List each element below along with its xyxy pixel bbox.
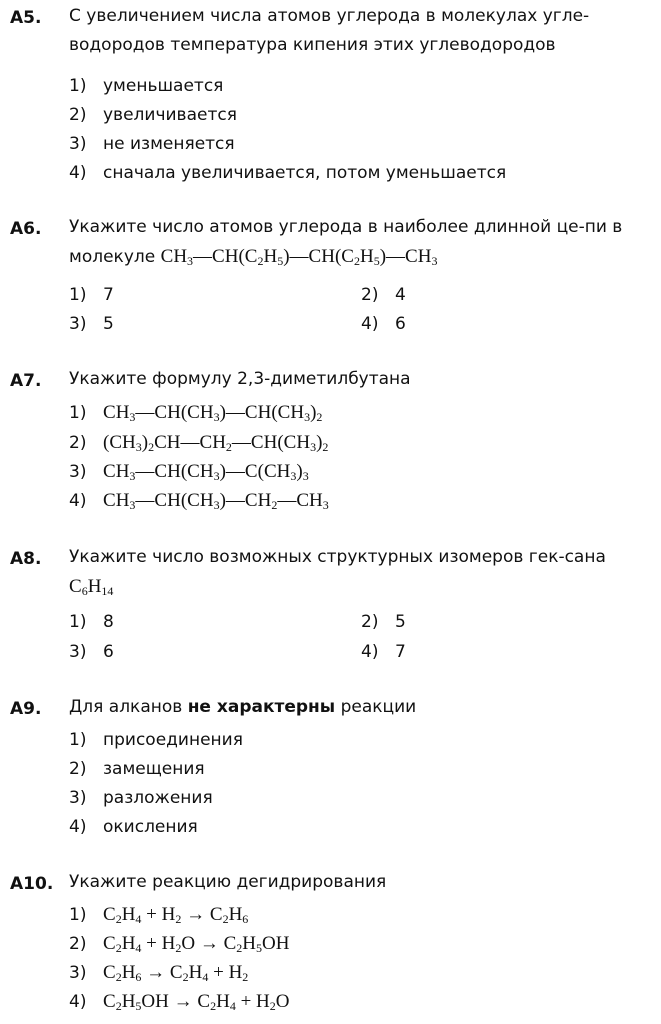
option-formula: $CH_3—CH(CH_3)—CH_2—CH_3$ <box>103 490 329 512</box>
question-stem-text: реакции <box>340 697 417 717</box>
option-number: 1) <box>69 76 87 96</box>
question-number: A8. <box>10 549 42 569</box>
option-formula: $CH_3—CH(CH_3)—C(CH_3)_3$ <box>103 461 309 483</box>
option[interactable] <box>69 72 223 101</box>
option[interactable] <box>69 726 243 755</box>
question-number: A9. <box>10 699 42 719</box>
option[interactable] <box>69 428 328 458</box>
formula: $CH_3—CH(C_2H_5)—CH(C_2H_5)—CH_3$ <box>160 246 438 268</box>
option-formula: $C_2H_5OH \to C_2H_4 + H_2O$ <box>103 991 290 1013</box>
question-stem-text: Укажите реакцию дегидрирования <box>69 872 387 892</box>
option-text: 5 <box>103 314 114 334</box>
option[interactable] <box>69 101 237 130</box>
option-number: 2) <box>69 934 87 954</box>
option-formula: $C_2H_6 \to C_2H_4 + H_2$ <box>103 962 249 984</box>
option-number: 4) <box>69 491 87 511</box>
option-number: 3) <box>69 963 87 983</box>
option-text: замещения <box>103 759 205 779</box>
question-number: A6. <box>10 219 42 239</box>
question-stem-text: Для алканов <box>69 697 183 717</box>
question-stem-text: Укажите число возможных структурных изомеров гек-сана <box>69 547 606 567</box>
option-text: не изменяется <box>103 134 235 154</box>
option-text: окисления <box>103 817 198 837</box>
option-number: 4) <box>361 642 379 662</box>
option-number: 1) <box>69 403 87 423</box>
option-text: уменьшается <box>103 76 224 96</box>
option-number: 2) <box>69 759 87 779</box>
option-number: 1) <box>69 612 87 632</box>
option[interactable] <box>69 486 329 516</box>
question-stem <box>69 543 654 602</box>
option[interactable] <box>69 398 322 428</box>
option[interactable] <box>69 638 114 667</box>
option-number: 2) <box>361 285 379 305</box>
option-text: 4 <box>395 285 406 305</box>
option-number: 3) <box>69 642 87 662</box>
option-text: 5 <box>395 612 406 632</box>
option-text: сначала увеличивается, потом уменьшается <box>103 163 507 183</box>
option-number: 3) <box>69 788 87 808</box>
option-number: 2) <box>69 433 87 453</box>
option-number: 3) <box>69 134 87 154</box>
option-number: 2) <box>69 105 87 125</box>
question-stem <box>69 693 654 722</box>
option[interactable] <box>361 310 406 339</box>
option-number: 4) <box>69 817 87 837</box>
option-number: 1) <box>69 905 87 925</box>
option[interactable] <box>69 281 114 310</box>
option-formula: $C_2H_4 + H_2 \to C_2H_6$ <box>103 904 249 926</box>
option[interactable] <box>69 457 309 487</box>
option[interactable] <box>69 929 290 959</box>
option-text: присоединения <box>103 730 243 750</box>
option-number: 4) <box>69 163 87 183</box>
option[interactable] <box>69 813 198 842</box>
option-text: 7 <box>395 642 406 662</box>
option[interactable] <box>361 638 406 667</box>
option-text: разложения <box>103 788 213 808</box>
option[interactable] <box>69 159 506 188</box>
option[interactable] <box>361 281 406 310</box>
question-stem-text: С увеличением числа атомов углерода в молекулах угле-водородов температура кипения этих углеводородов <box>69 6 590 55</box>
option-text: увеличивается <box>103 105 237 125</box>
option[interactable] <box>69 987 290 1017</box>
question-stem <box>69 868 654 897</box>
question-stem-emphasis: не характерны <box>187 697 336 717</box>
question-stem <box>69 365 654 394</box>
option[interactable] <box>69 755 205 784</box>
question-stem <box>69 2 654 60</box>
option-number: 1) <box>69 285 87 305</box>
option-number: 4) <box>69 992 87 1012</box>
question-number: A7. <box>10 371 42 391</box>
option-text: 6 <box>103 642 114 662</box>
option-text: 6 <box>395 314 406 334</box>
question-number: A5. <box>10 8 42 28</box>
question-stem-text: Укажите число атомов углерода в наиболее длинной це-пи в молекуле <box>69 217 623 267</box>
option-number: 3) <box>69 314 87 334</box>
formula: $C_6H_{14}$ <box>69 576 114 598</box>
option-number: 4) <box>361 314 379 334</box>
option-number: 1) <box>69 730 87 750</box>
question-stem-text: Укажите формулу 2,3-диметилбутана <box>69 369 411 389</box>
option[interactable] <box>69 900 248 930</box>
option-formula: $C_2H_4 + H_2O \to C_2H_5OH$ <box>103 933 290 955</box>
option[interactable] <box>69 130 235 159</box>
option-number: 3) <box>69 462 87 482</box>
option-formula: $CH_3—CH(CH_3)—CH(CH_3)_2$ <box>103 402 323 424</box>
question-number: A10. <box>10 874 54 894</box>
question-stem <box>69 213 654 272</box>
option[interactable] <box>361 608 406 637</box>
option-formula: $(CH_3)_2CH—CH_2—CH(CH_3)_2$ <box>103 432 329 454</box>
option[interactable] <box>69 958 248 988</box>
option[interactable] <box>69 608 114 637</box>
option[interactable] <box>69 784 213 813</box>
option-text: 7 <box>103 285 114 305</box>
option[interactable] <box>69 310 114 339</box>
option-text: 8 <box>103 612 114 632</box>
option-number: 2) <box>361 612 379 632</box>
